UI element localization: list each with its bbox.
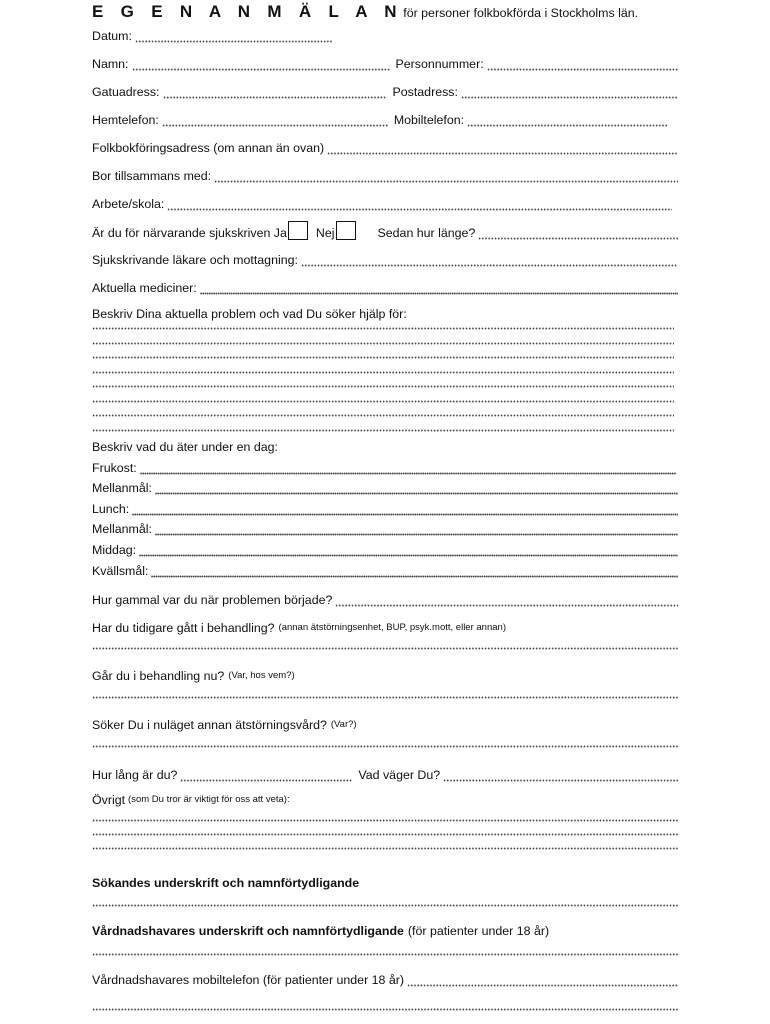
other-info-row <box>92 789 678 807</box>
home-phone-label: Hemtelefon: <box>92 113 159 127</box>
date-row <box>92 25 332 43</box>
personnummer-field[interactable] <box>487 59 678 71</box>
problem-line[interactable] <box>92 414 674 418</box>
doctor-label: Sjukskrivande läkare och mottagning: <box>92 253 298 267</box>
applicant-signature-label: Sökandes underskrift och namnförtydligande <box>92 876 360 890</box>
mobile-phone-label: Mobiltelefon: <box>393 113 465 127</box>
problem-label: Beskriv Dina aktuella problem och vad Du söker hjälp för: <box>92 307 407 321</box>
meal-field[interactable] <box>155 524 678 536</box>
guardian-phone-line[interactable] <box>92 1008 678 1012</box>
meal-label: Lunch: <box>92 502 130 516</box>
personnummer-label: Personnummer: <box>395 57 484 71</box>
meal-field[interactable] <box>139 545 678 557</box>
problem-line[interactable] <box>92 327 674 331</box>
sick-leave-since-field[interactable] <box>478 228 678 240</box>
guardian-phone-row <box>92 969 678 987</box>
other-care-label: Söker Du i nuläget annan ätstörningsvård? <box>92 718 327 732</box>
previous-treatment-row <box>92 617 678 635</box>
meal-row <box>92 560 678 578</box>
sick-leave-question: Är du för närvarande sjukskriven Ja <box>92 226 287 240</box>
guardian-signature-label: Vårdnadshavares underskrift och namnförtydligande <box>92 924 404 938</box>
street-address-label: Gatuadress: <box>92 85 160 99</box>
doctor-row <box>92 249 678 267</box>
name-row <box>92 53 678 71</box>
other-info-note: (som Du tror är viktigt för oss att veta): <box>128 794 290 805</box>
cohabitants-field[interactable] <box>214 171 678 183</box>
form-subtitle: för personer folkbokförda i Stockholms län. <box>403 6 639 20</box>
diet-heading: Beskriv vad du äter under en dag: <box>92 440 278 454</box>
form-title <box>92 2 638 22</box>
problem-line[interactable] <box>92 385 674 389</box>
problem-line[interactable] <box>92 356 674 360</box>
current-treatment-label: Går du i behandling nu? <box>92 669 225 683</box>
previous-treatment-label: Har du tidigare gått i behandling? <box>92 621 275 635</box>
name-field[interactable] <box>132 59 390 71</box>
sick-leave-since-label: Sedan hur länge? <box>377 226 476 240</box>
problem-line[interactable] <box>92 371 674 375</box>
medication-field[interactable] <box>200 283 678 295</box>
current-treatment-note: (Var, hos vem?) <box>228 670 295 681</box>
medication-row <box>92 277 678 295</box>
height-field[interactable] <box>180 770 352 782</box>
guardian-signature-note: (för patienter under 18 år) <box>407 924 550 938</box>
other-info-label: Övrigt <box>92 793 126 807</box>
other-info-line[interactable] <box>92 819 678 823</box>
meal-field[interactable] <box>151 566 678 578</box>
onset-age-row <box>92 589 678 607</box>
weight-field[interactable] <box>443 770 678 782</box>
work-school-label: Arbete/skola: <box>92 197 165 211</box>
date-field[interactable] <box>135 31 332 43</box>
other-care-row <box>92 714 678 732</box>
diet-heading-row <box>92 436 678 454</box>
sick-leave-no-checkbox[interactable] <box>336 221 356 240</box>
date-label: Datum: <box>92 29 132 43</box>
current-treatment-line[interactable] <box>92 696 678 700</box>
meal-field[interactable] <box>132 504 678 516</box>
meal-row <box>92 518 678 536</box>
meal-row <box>92 498 678 516</box>
other-care-line[interactable] <box>92 745 678 749</box>
cohabitants-row <box>92 165 678 183</box>
street-address-field[interactable] <box>163 87 387 99</box>
other-info-line[interactable] <box>92 833 678 837</box>
weight-label: Vad väger Du? <box>358 768 441 782</box>
problem-line[interactable] <box>92 400 674 404</box>
meal-label: Kvällsmål: <box>92 564 149 578</box>
guardian-phone-label: Vårdnadshavares mobiltelefon (för patienter under 18 år) <box>92 973 405 987</box>
registration-address-row <box>92 137 678 155</box>
meal-label: Mellanmål: <box>92 522 152 536</box>
other-care-note: (Var?) <box>330 719 357 730</box>
registration-address-label: Folkbokföringsadress (om annan än ovan) <box>92 141 325 155</box>
sick-leave-row <box>92 218 678 240</box>
applicant-signature-line[interactable] <box>92 904 678 908</box>
height-weight-row <box>92 764 678 782</box>
postal-address-field[interactable] <box>461 87 678 99</box>
street-row <box>92 81 678 99</box>
previous-treatment-note: (annan ätstörningsenhet, BUP, psyk.mott, eller annan) <box>278 622 506 633</box>
work-school-row <box>92 193 672 211</box>
meal-field[interactable] <box>140 463 676 475</box>
onset-age-label: Hur gammal var du när problemen började? <box>92 593 333 607</box>
current-treatment-row <box>92 665 678 683</box>
onset-age-field[interactable] <box>335 595 678 607</box>
problem-line[interactable] <box>92 342 674 346</box>
meal-row <box>92 539 678 557</box>
previous-treatment-line[interactable] <box>92 647 678 651</box>
meal-label: Frukost: <box>92 461 137 475</box>
meal-label: Mellanmål: <box>92 481 152 495</box>
cohabitants-label: Bor tillsammans med: <box>92 169 212 183</box>
problem-line[interactable] <box>92 429 674 433</box>
guardian-signature-line[interactable] <box>92 953 678 957</box>
sick-leave-no-label: Nej <box>315 226 335 240</box>
form-title-main: E G E N A N M Ä L A N <box>92 2 403 21</box>
home-phone-field[interactable] <box>162 115 388 127</box>
other-info-line[interactable] <box>92 847 678 851</box>
applicant-signature-row <box>92 872 678 890</box>
phone-row <box>92 109 668 127</box>
height-label: Hur lång är du? <box>92 768 178 782</box>
name-label: Namn: <box>92 57 129 71</box>
guardian-phone-field[interactable] <box>407 975 678 987</box>
medication-label: Aktuella mediciner: <box>92 281 197 295</box>
doctor-field[interactable] <box>301 255 678 267</box>
meal-field[interactable] <box>155 483 678 495</box>
mobile-phone-field[interactable] <box>467 115 668 127</box>
guardian-signature-row <box>92 920 678 938</box>
meal-row <box>92 457 676 475</box>
problem-row <box>92 303 678 321</box>
work-school-field[interactable] <box>167 199 672 211</box>
sick-leave-yes-checkbox[interactable] <box>288 221 308 240</box>
postal-address-label: Postadress: <box>392 85 458 99</box>
meal-label: Middag: <box>92 543 137 557</box>
registration-address-field[interactable] <box>327 143 678 155</box>
meal-row <box>92 477 678 495</box>
